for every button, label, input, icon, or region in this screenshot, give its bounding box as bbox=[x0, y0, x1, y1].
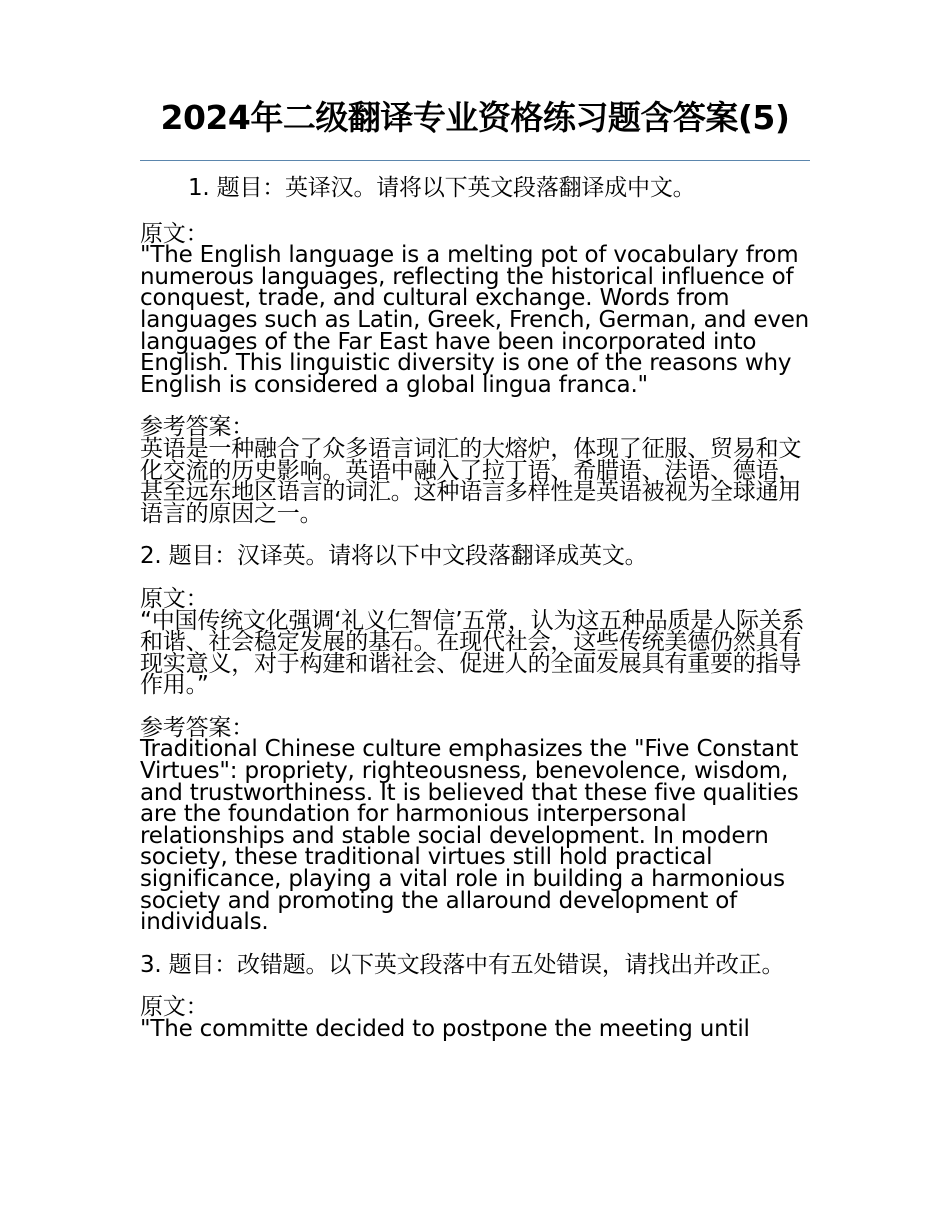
question-1-answer-text: 英语是一种融合了众多语言词汇的大熔炉，体现了征服、贸易和文化交流的历史影响。英语中融入了拉丁语、希腊语、法语、德语，甚至远东地区语言的词汇。这种语言多样性是英语被视为全球通用语言的原因之一。 bbox=[140, 435, 802, 527]
document-title: 2024年二级翻译专业资格练习题含答案(5) bbox=[160, 98, 790, 137]
title-divider bbox=[140, 160, 810, 161]
question-3-heading: 3. 题目：改错题。以下英文段落中有五处错误，请找出并改正。 bbox=[140, 951, 785, 978]
question-3-source-label: 原文： bbox=[140, 994, 209, 1021]
question-2-source-text: “中国传统文化强调‘礼义仁智信’五常，认为这五种品质是人际关系和谐、社会稳定发展的基石。在现代社会，这些传统美德仍然具有现实意义，对于构建和谐社会、促进人的全面发展具有重要的指导作用。” bbox=[140, 607, 805, 699]
question-2-answer-label: 参考答案： bbox=[140, 714, 255, 741]
question-2-source-label: 原文： bbox=[140, 585, 209, 612]
question-1-heading: 1. 题目：英译汉。请将以下英文段落翻译成中文。 bbox=[188, 175, 696, 201]
question-2-answer-text: Traditional Chinese culture emphasizes the "Five Constant Virtues": propriety, righteousness, benevolence, wisdom, and trustworthiness. It is believed that these five qualities are the foundation for harmonious interpersonal relationships and stable social development. In modern society, these traditional virtues still hold practical significance, playing a vital role in building a harmonious society and promoting the allaround development of individuals. bbox=[140, 736, 799, 936]
question-1-source-label: 原文： bbox=[140, 220, 209, 247]
question-1-source-text: "The English language is a melting pot of vocabulary from numerous languages, reflecting the historical influence of conquest, trade, and cultural exchange. Words from languages such as Latin, Greek, French, German, and even languages of the Far East have been incorporated into English. This linguistic diversity is one of the reasons why English is considered a global lingua franca." bbox=[140, 242, 810, 398]
document-body bbox=[140, 175, 812, 1042]
question-3-source-text: "The committe decided to postpone the meeting until bbox=[140, 1016, 750, 1042]
question-1-answer-label: 参考答案： bbox=[140, 414, 255, 441]
question-2-heading: 2. 题目：汉译英。请将以下中文段落翻译成英文。 bbox=[140, 543, 648, 570]
